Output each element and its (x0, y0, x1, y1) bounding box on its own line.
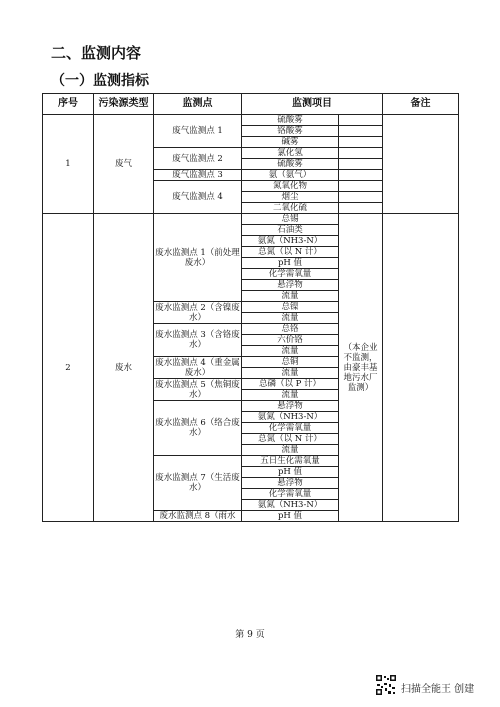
cell-blank (339, 126, 383, 137)
cell-monitoring-item: 流量 (242, 390, 339, 401)
monitoring-table (42, 93, 459, 522)
cell-monitoring-item: 硫酸雾 (242, 159, 339, 170)
qr-code-icon (375, 674, 397, 696)
table-row (43, 214, 459, 225)
cell-blank (339, 148, 383, 159)
cell-monitoring-item: 氨氮（NH3-N） (242, 412, 339, 423)
cell-type: 废水 (94, 214, 154, 522)
cell-monitoring-item: 总锡 (242, 214, 339, 225)
cell-remark (383, 115, 459, 214)
page-number: 第 9 页 (235, 630, 265, 640)
cell-blank (339, 203, 383, 214)
cell-monitoring-point: 废水监测点 5（焦铜废水） (155, 379, 240, 400)
cell-monitoring-point: 废水监测点 4（重金属废水） (155, 357, 240, 378)
cell-monitoring-point: 废气监测点 4 (154, 181, 242, 214)
cell-blank (339, 115, 383, 126)
cell-monitoring-point: 废水监测点 3（含铬废水） (154, 324, 242, 357)
cell-monitoring-item: 流量 (242, 368, 339, 379)
cell-monitoring-item: 总铜 (242, 357, 339, 368)
cell-type: 废气 (94, 115, 154, 214)
cell-monitoring-item: pH 值 (242, 258, 339, 269)
cell-monitoring-item: 氨氮（NH3-N） (242, 236, 339, 247)
cell-monitoring-item: 流量 (242, 346, 339, 357)
cell-monitoring-item: 总镍 (242, 302, 339, 313)
cell-note: （本企业不监测，由豪丰基地污水厂监测） (339, 214, 383, 522)
cell-remark (383, 214, 459, 522)
cell-monitoring-item: 总氮（以 N 计） (242, 434, 339, 445)
cell-monitoring-item: 悬浮物 (242, 280, 339, 291)
cell-monitoring-point: 废水监测点 1（前处理废水） (154, 214, 242, 302)
cell-monitoring-item: 悬浮物 (242, 401, 339, 412)
header-item: 监测项目 (242, 94, 383, 115)
cell-no: 1 (43, 115, 94, 214)
header-type: 污染源类型 (94, 94, 154, 115)
scanner-watermark: 扫描全能王 创建 (401, 684, 475, 695)
cell-monitoring-item: 石油类 (242, 225, 339, 236)
cell-monitoring-point: 废气监测点 1 (154, 115, 242, 148)
cell-monitoring-item: 二氧化硫 (242, 203, 339, 214)
table-header-row (43, 94, 459, 115)
cell-monitoring-point: 废水监测点 2（含镍废水） (155, 302, 240, 323)
header-no: 序号 (43, 94, 94, 115)
cell-monitoring-item: 氮氧化物 (242, 181, 339, 192)
cell-monitoring-item: 烟尘 (242, 192, 339, 203)
cell-monitoring-item: 化学需氧量 (242, 423, 339, 434)
cell-monitoring-item: 总铬 (242, 324, 339, 335)
section-heading: 二、监测内容 (51, 44, 142, 62)
cell-monitoring-point: 废气监测点 2 (154, 148, 242, 170)
cell-monitoring-item: 化学需氧量 (242, 269, 339, 280)
cell-monitoring-item: 总氮（以 N 计） (242, 247, 339, 258)
cell-monitoring-point: 废水监测点 7（生活废水） (154, 456, 242, 511)
cell-monitoring-item: 流量 (242, 291, 339, 302)
header-point: 监测点 (154, 94, 242, 115)
cell-monitoring-item: 悬浮物 (242, 478, 339, 489)
cell-monitoring-item: 碱雾 (242, 137, 339, 148)
cell-monitoring-item: 五日生化需氧量 (242, 456, 339, 467)
cell-blank (339, 192, 383, 203)
table-body (43, 115, 459, 522)
cell-monitoring-item: 六价铬 (242, 335, 339, 346)
cell-monitoring-item: 铬酸雾 (242, 126, 339, 137)
cell-monitoring-item: 氯化氢 (242, 148, 339, 159)
cell-monitoring-item: 流量 (242, 313, 339, 324)
cell-monitoring-item: pH 值 (242, 511, 339, 522)
cell-monitoring-point: 废气监测点 3 (154, 170, 242, 181)
cell-monitoring-item: 氨（氨气） (242, 170, 339, 181)
cell-blank (339, 159, 383, 170)
cell-monitoring-point: 废水监测点 6（络合废水） (154, 401, 242, 456)
cell-blank (339, 181, 383, 192)
cell-monitoring-item: pH 值 (242, 467, 339, 478)
subsection-heading: （一）监测指标 (51, 73, 149, 89)
cell-monitoring-point: 废水监测点 8（雨水 (154, 511, 242, 522)
table-row (43, 115, 459, 126)
cell-no: 2 (43, 214, 94, 522)
cell-monitoring-item: 氨氮（NH3-N） (242, 500, 339, 511)
cell-monitoring-item: 硫酸雾 (242, 115, 339, 126)
cell-blank (339, 137, 383, 148)
cell-blank (339, 170, 383, 181)
cell-monitoring-item: 总磷（以 P 计） (242, 379, 339, 390)
cell-monitoring-item: 化学需氧量 (242, 489, 339, 500)
header-note: 备注 (383, 94, 459, 115)
cell-monitoring-item: 流量 (242, 445, 339, 456)
